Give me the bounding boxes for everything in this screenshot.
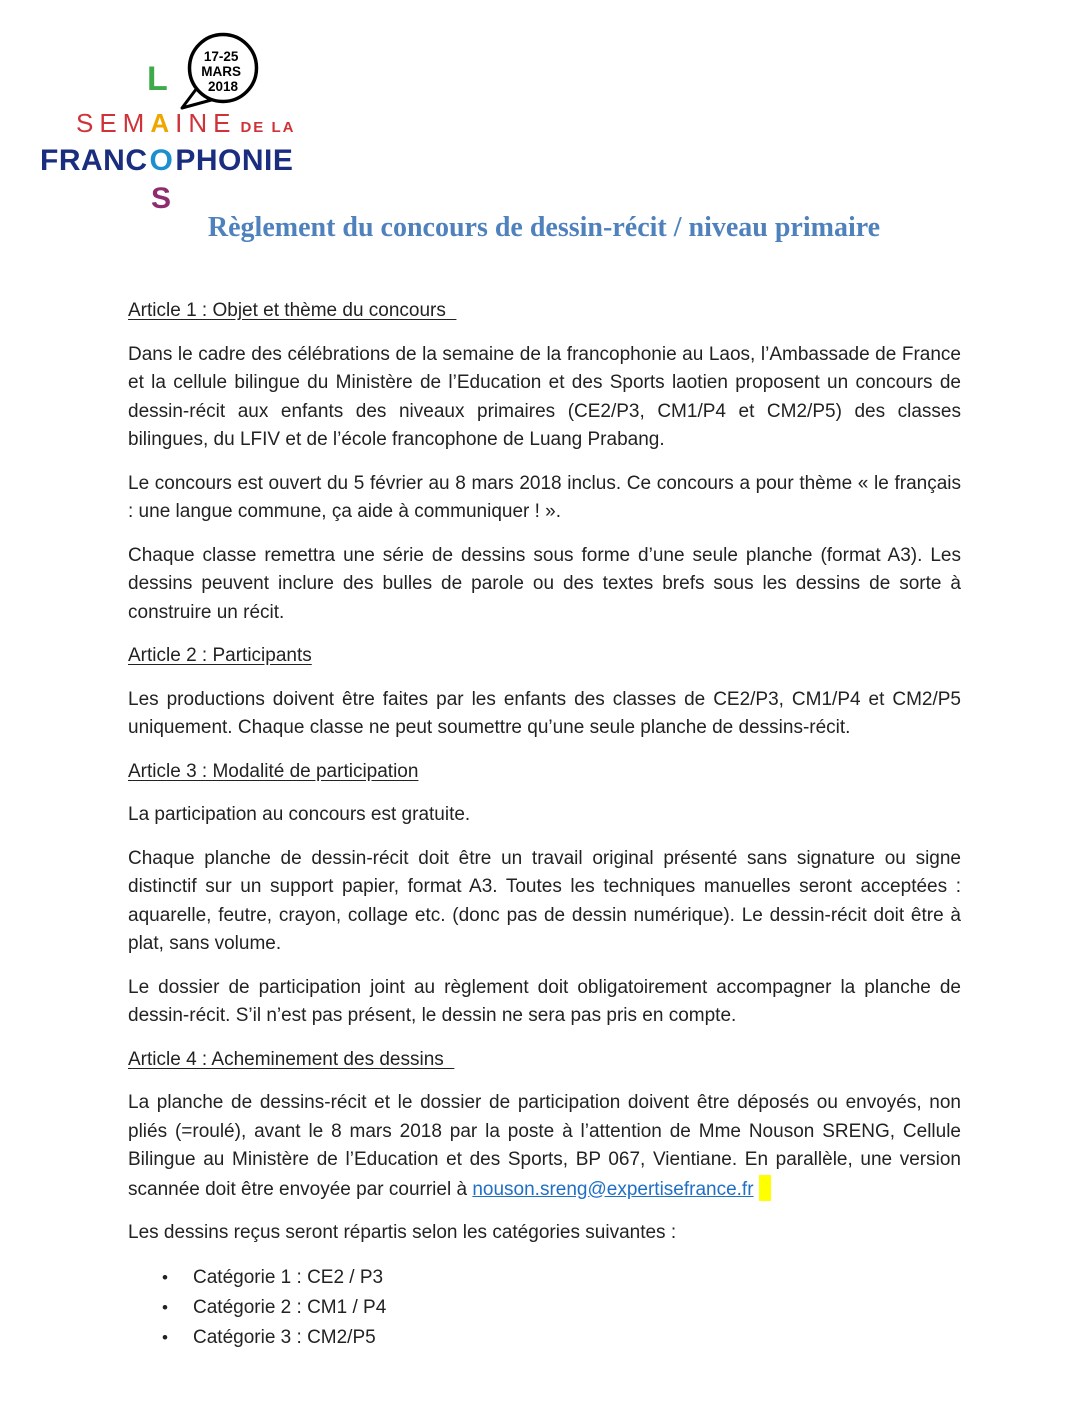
yellow-highlight-mark <box>759 1175 771 1201</box>
logo-francophonie-line <box>40 146 293 176</box>
bubble-line-2: MARS <box>201 64 241 79</box>
paragraph: Chaque planche de dessin-récit doit être un travail original présenté sans signature ou signe distinctif sur un support papier, format A3. Toutes les techniques manuelles seront acceptées : aquarelle, feutre, crayon, collage etc. (donc pas de dessin numérique). Le dessin-récit doit être à plat, sans volume. <box>128 847 961 954</box>
logo-letter-s: S <box>151 182 172 215</box>
speech-bubble-icon <box>180 28 264 112</box>
article-heading: Article 3 : Modalité de participation <box>128 760 419 782</box>
paragraph: Les productions doivent être faites par les enfants des classes de CE2/P3, CM1/P4 et CM2/P5 uniquement. Chaque classe ne peut soumettre qu’une seule planche de dessins-récit. <box>128 688 961 738</box>
paragraph <box>128 1089 961 1204</box>
logo-letter-a: A <box>150 108 176 138</box>
article-heading: Article 1 : Objet et thème du concours <box>128 300 457 321</box>
logo-semaine-pre: SEM <box>76 108 151 138</box>
bullet-list <box>128 1263 961 1353</box>
document-body <box>128 297 961 1368</box>
francophonie-laos-logo <box>0 0 420 220</box>
bullet-text: Catégorie 3 : CM2/P5 <box>193 1326 376 1348</box>
paragraph: Les dessins reçus seront répartis selon les catégories suivantes : <box>128 1222 677 1243</box>
bubble-line-3: 2018 <box>207 79 239 94</box>
paragraph-text: La planche de dessins-récit et le dossier de participation doivent être déposés ou envoyés, non pliés (=roulé), avant le 8 mars 2018 par la poste à l’attention de Mme Nouson SRENG, Cellule Bilingue au Ministère de l’Education et des Sports, BP 067, Vientiane. En parallèle, une version scannée doit être envoyée par courriel à <box>128 1092 961 1200</box>
paragraph: Le concours est ouvert du 5 février au 8 mars 2018 inclus. Ce concours a pour thème « le français : une langue commune, ça aide à communiquer ! ». <box>128 472 961 522</box>
bullet-text: Catégorie 1 : CE2 / P3 <box>193 1266 384 1288</box>
logo-franco-pre: FRANC <box>40 144 148 177</box>
logo-letter-l: L <box>147 60 168 98</box>
paragraph: La participation au concours est gratuite. <box>128 804 471 825</box>
email-link[interactable]: nouson.sreng@expertisefrance.fr <box>472 1178 754 1200</box>
article-heading: Article 4 : Acheminement des dessins <box>128 1048 455 1070</box>
logo-semaine-line <box>76 110 295 136</box>
bullet-text: Catégorie 2 : CM1 / P4 <box>193 1296 387 1318</box>
paragraph: Chaque classe remettra une série de dessins sous forme d’une seule planche (format A3). Les dessins peuvent inclure des bulles de parole ou des textes brefs sous les dessins de sorte à construire un récit. <box>128 544 961 623</box>
paragraph: Le dossier de participation joint au règlement doit obligatoirement accompagner la planche de dessin-récit. S’il n’est pas présent, le dessin ne sera pas pris en compte. <box>128 976 961 1026</box>
article-heading: Article 2 : Participants <box>128 645 312 666</box>
paragraph: Dans le cadre des célébrations de la semaine de la francophonie au Laos, l’Ambassade de France et la cellule bilingue du Ministère de l’Education et des Sports laotien proposent un concours de dessin-récit aux enfants des niveaux primaires (CE2/P3, CM1/P4 et CM2/P5) des classes bilingues, du LFIV et de l’école francophone de Luang Prabang. <box>128 343 961 450</box>
bullet-item <box>128 1323 961 1353</box>
logo-franco-post: PHONIE <box>175 144 294 177</box>
bullet-icon: • <box>162 1267 168 1287</box>
bubble-line-1: 17-25 <box>203 49 239 64</box>
bullet-item <box>128 1293 961 1323</box>
bullet-icon: • <box>162 1297 168 1317</box>
logo-letter-o: O <box>149 144 174 177</box>
bullet-item <box>128 1263 961 1293</box>
document-title: Règlement du concours de dessin-récit / niveau primaire <box>207 212 881 243</box>
logo-semaine-post: INE <box>175 108 237 138</box>
bullet-icon: • <box>162 1327 168 1347</box>
logo-de-la: DE LA <box>240 119 296 136</box>
